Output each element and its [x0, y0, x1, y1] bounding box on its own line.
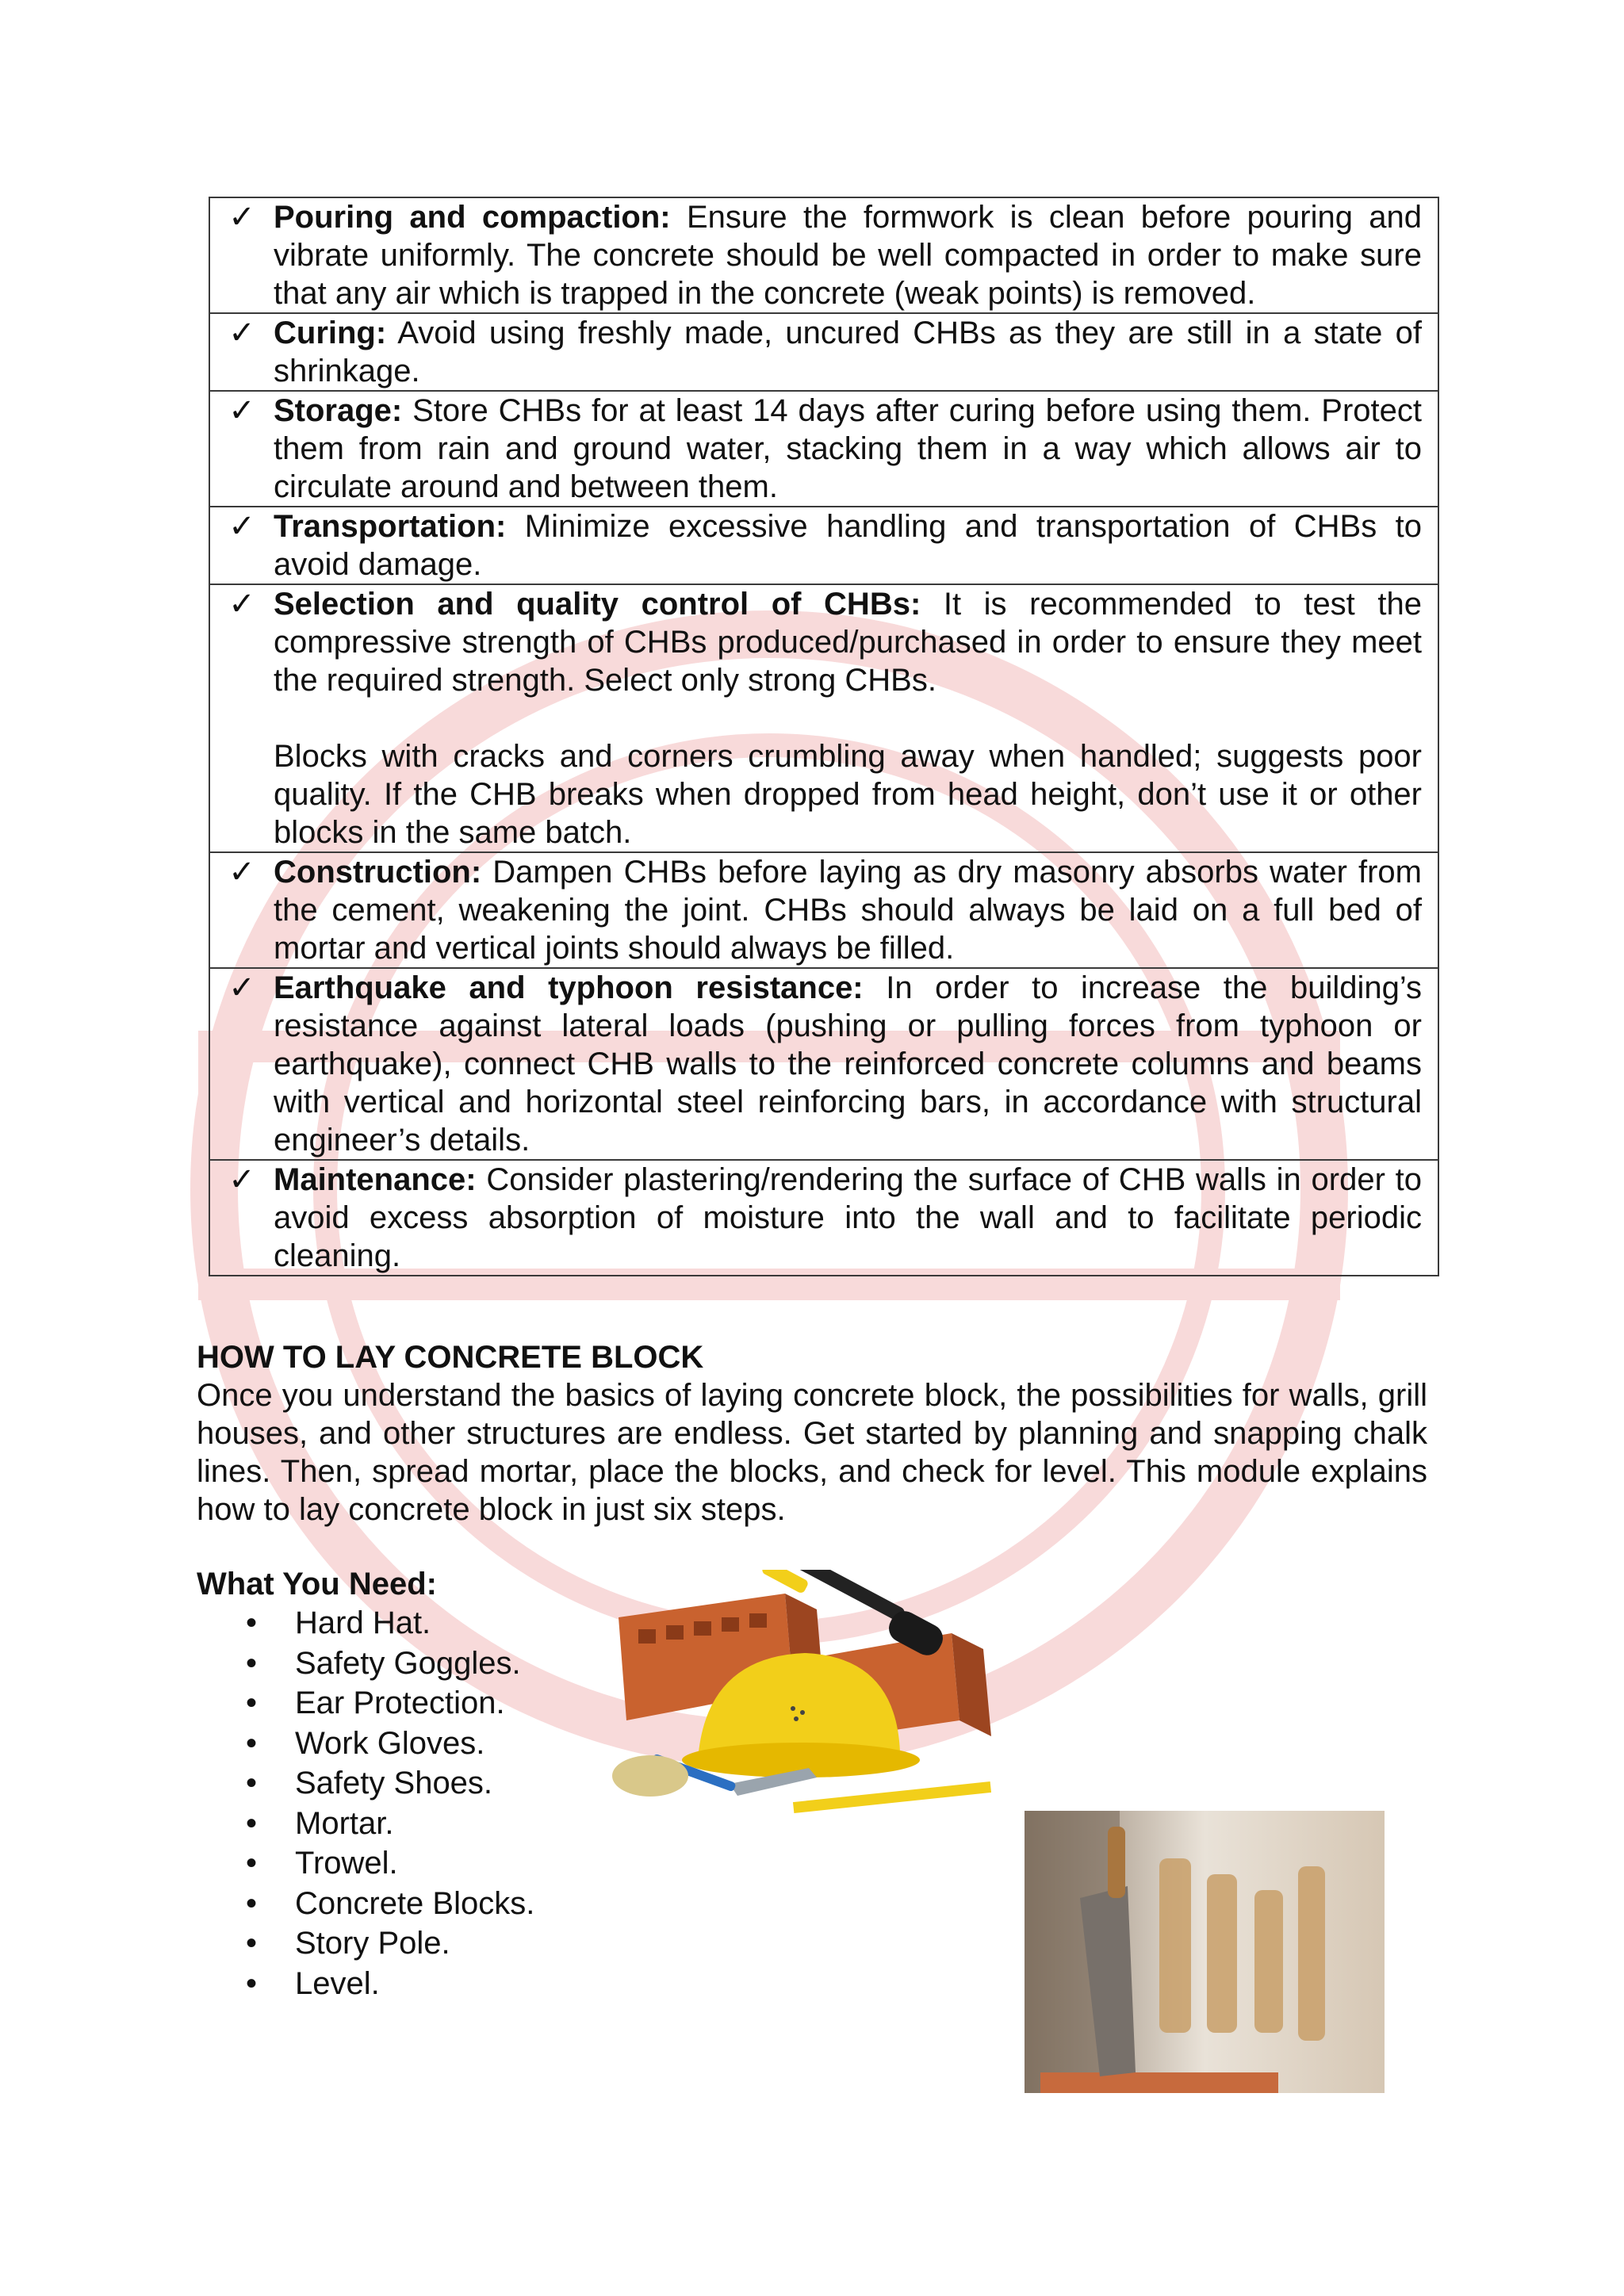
tip-row — [209, 391, 1438, 507]
list-item: • Level. — [197, 1964, 534, 2004]
checkmark-icon: ✓ — [228, 587, 255, 622]
tip-title: Transportation: — [274, 509, 507, 544]
tip-title: Curing: — [274, 316, 387, 350]
list-item: • Safety Goggles. — [197, 1644, 534, 1684]
tip-row — [209, 197, 1438, 313]
tip-title: Selection and quality control of CHBs: — [274, 587, 921, 622]
folding-ruler-icon — [793, 1781, 991, 1813]
checkmark-icon: ✓ — [228, 509, 255, 544]
section-body: Once you understand the basics of laying concrete block, the possibilities for walls, grill houses, and other structures are endless. Get started by planning and snapping chalk lines. Then, spread mortar, place the blocks, and check for level. This module explains how to lay concrete block in just six steps. — [197, 1378, 1427, 1527]
checkmark-icon: ✓ — [228, 200, 255, 235]
tip-text: Consider plastering/rendering the surface of CHB walls in order to avoid excess absorption of moisture into the wall and to facilitate periodic cleaning. — [274, 1162, 1422, 1273]
tip-text: Ensure the formwork is clean before pouring and vibrate uniformly. The concrete should be well compacted in order to make sure that any air which is trapped in the concrete (weak points) is removed. — [274, 200, 1422, 311]
list-item: • Ear Protection. — [197, 1683, 534, 1724]
checkmark-icon: ✓ — [228, 1162, 255, 1197]
tip-row — [209, 1160, 1438, 1276]
tip-row — [209, 852, 1438, 968]
tip-row — [209, 507, 1438, 584]
list-item: • Story Pole. — [197, 1923, 534, 1964]
tip-text: It is recommended to test the compressive strength of CHBs produced/purchased in order to ensure they meet the required strength. Select only strong CHBs. — [274, 587, 1422, 698]
list-item: • Trowel. — [197, 1843, 534, 1884]
checkmark-icon: ✓ — [228, 970, 255, 1005]
tips-table — [209, 197, 1439, 1276]
section-heading: HOW TO LAY CONCRETE BLOCK — [197, 1340, 704, 1375]
list-item: • Hard Hat. — [197, 1603, 534, 1644]
tip-title: Pouring and compaction: — [274, 200, 671, 235]
checkmark-icon: ✓ — [228, 316, 255, 350]
tip-extra-text: Blocks with cracks and corners crumbling away when handled; suggests poor quality. If the CHB breaks when dropped from head height, don’t use it or other blocks in the same batch. — [274, 739, 1422, 850]
list-item: • Concrete Blocks. — [197, 1884, 534, 1924]
tip-title: Construction: — [274, 855, 482, 890]
tip-row — [209, 968, 1438, 1160]
tip-title: Storage: — [274, 393, 403, 428]
tip-row — [209, 313, 1438, 391]
list-item: • Work Gloves. — [197, 1724, 534, 1764]
what-you-need-heading: What You Need: — [197, 1567, 437, 1601]
how-to-section — [197, 1338, 1427, 1529]
checkmark-icon: ✓ — [228, 855, 255, 890]
tip-title: Earthquake and typhoon resistance: — [274, 970, 864, 1005]
tip-text: Dampen CHBs before laying as dry masonry absorbs water from the cement, weakening the joint. CHBs should always be laid on a full bed of mortar and vertical joints should always be filled. — [274, 855, 1422, 966]
tip-text: Minimize excessive handling and transportation of CHBs to avoid damage. — [274, 509, 1422, 582]
trowels-photo — [1025, 1811, 1385, 2093]
tip-row — [209, 584, 1438, 852]
tip-text: Avoid using freshly made, uncured CHBs as they are still in a state of shrinkage. — [274, 316, 1422, 388]
tip-text: Store CHBs for at least 14 days after curing before using them. Protect them from rain and ground water, stacking them in a way which allows air to circulate around and between them. — [274, 393, 1423, 504]
list-item: • Mortar. — [197, 1804, 534, 1844]
tip-title: Maintenance: — [274, 1162, 477, 1197]
tip-text: In order to increase the building’s resistance against lateral loads (pushing or pulling forces from typhoon or earthquake), connect CHB walls to the reinforced concrete columns and beams with vertical and horizontal steel reinforcing bars, in accordance with structural engineer’s details. — [274, 970, 1422, 1158]
list-item: • Safety Shoes. — [197, 1763, 534, 1804]
checkmark-icon: ✓ — [228, 393, 255, 428]
what-you-need-list — [197, 1603, 534, 2003]
masonry-tools-illustration — [603, 1570, 1015, 1823]
work-gloves-icon — [612, 1755, 688, 1797]
